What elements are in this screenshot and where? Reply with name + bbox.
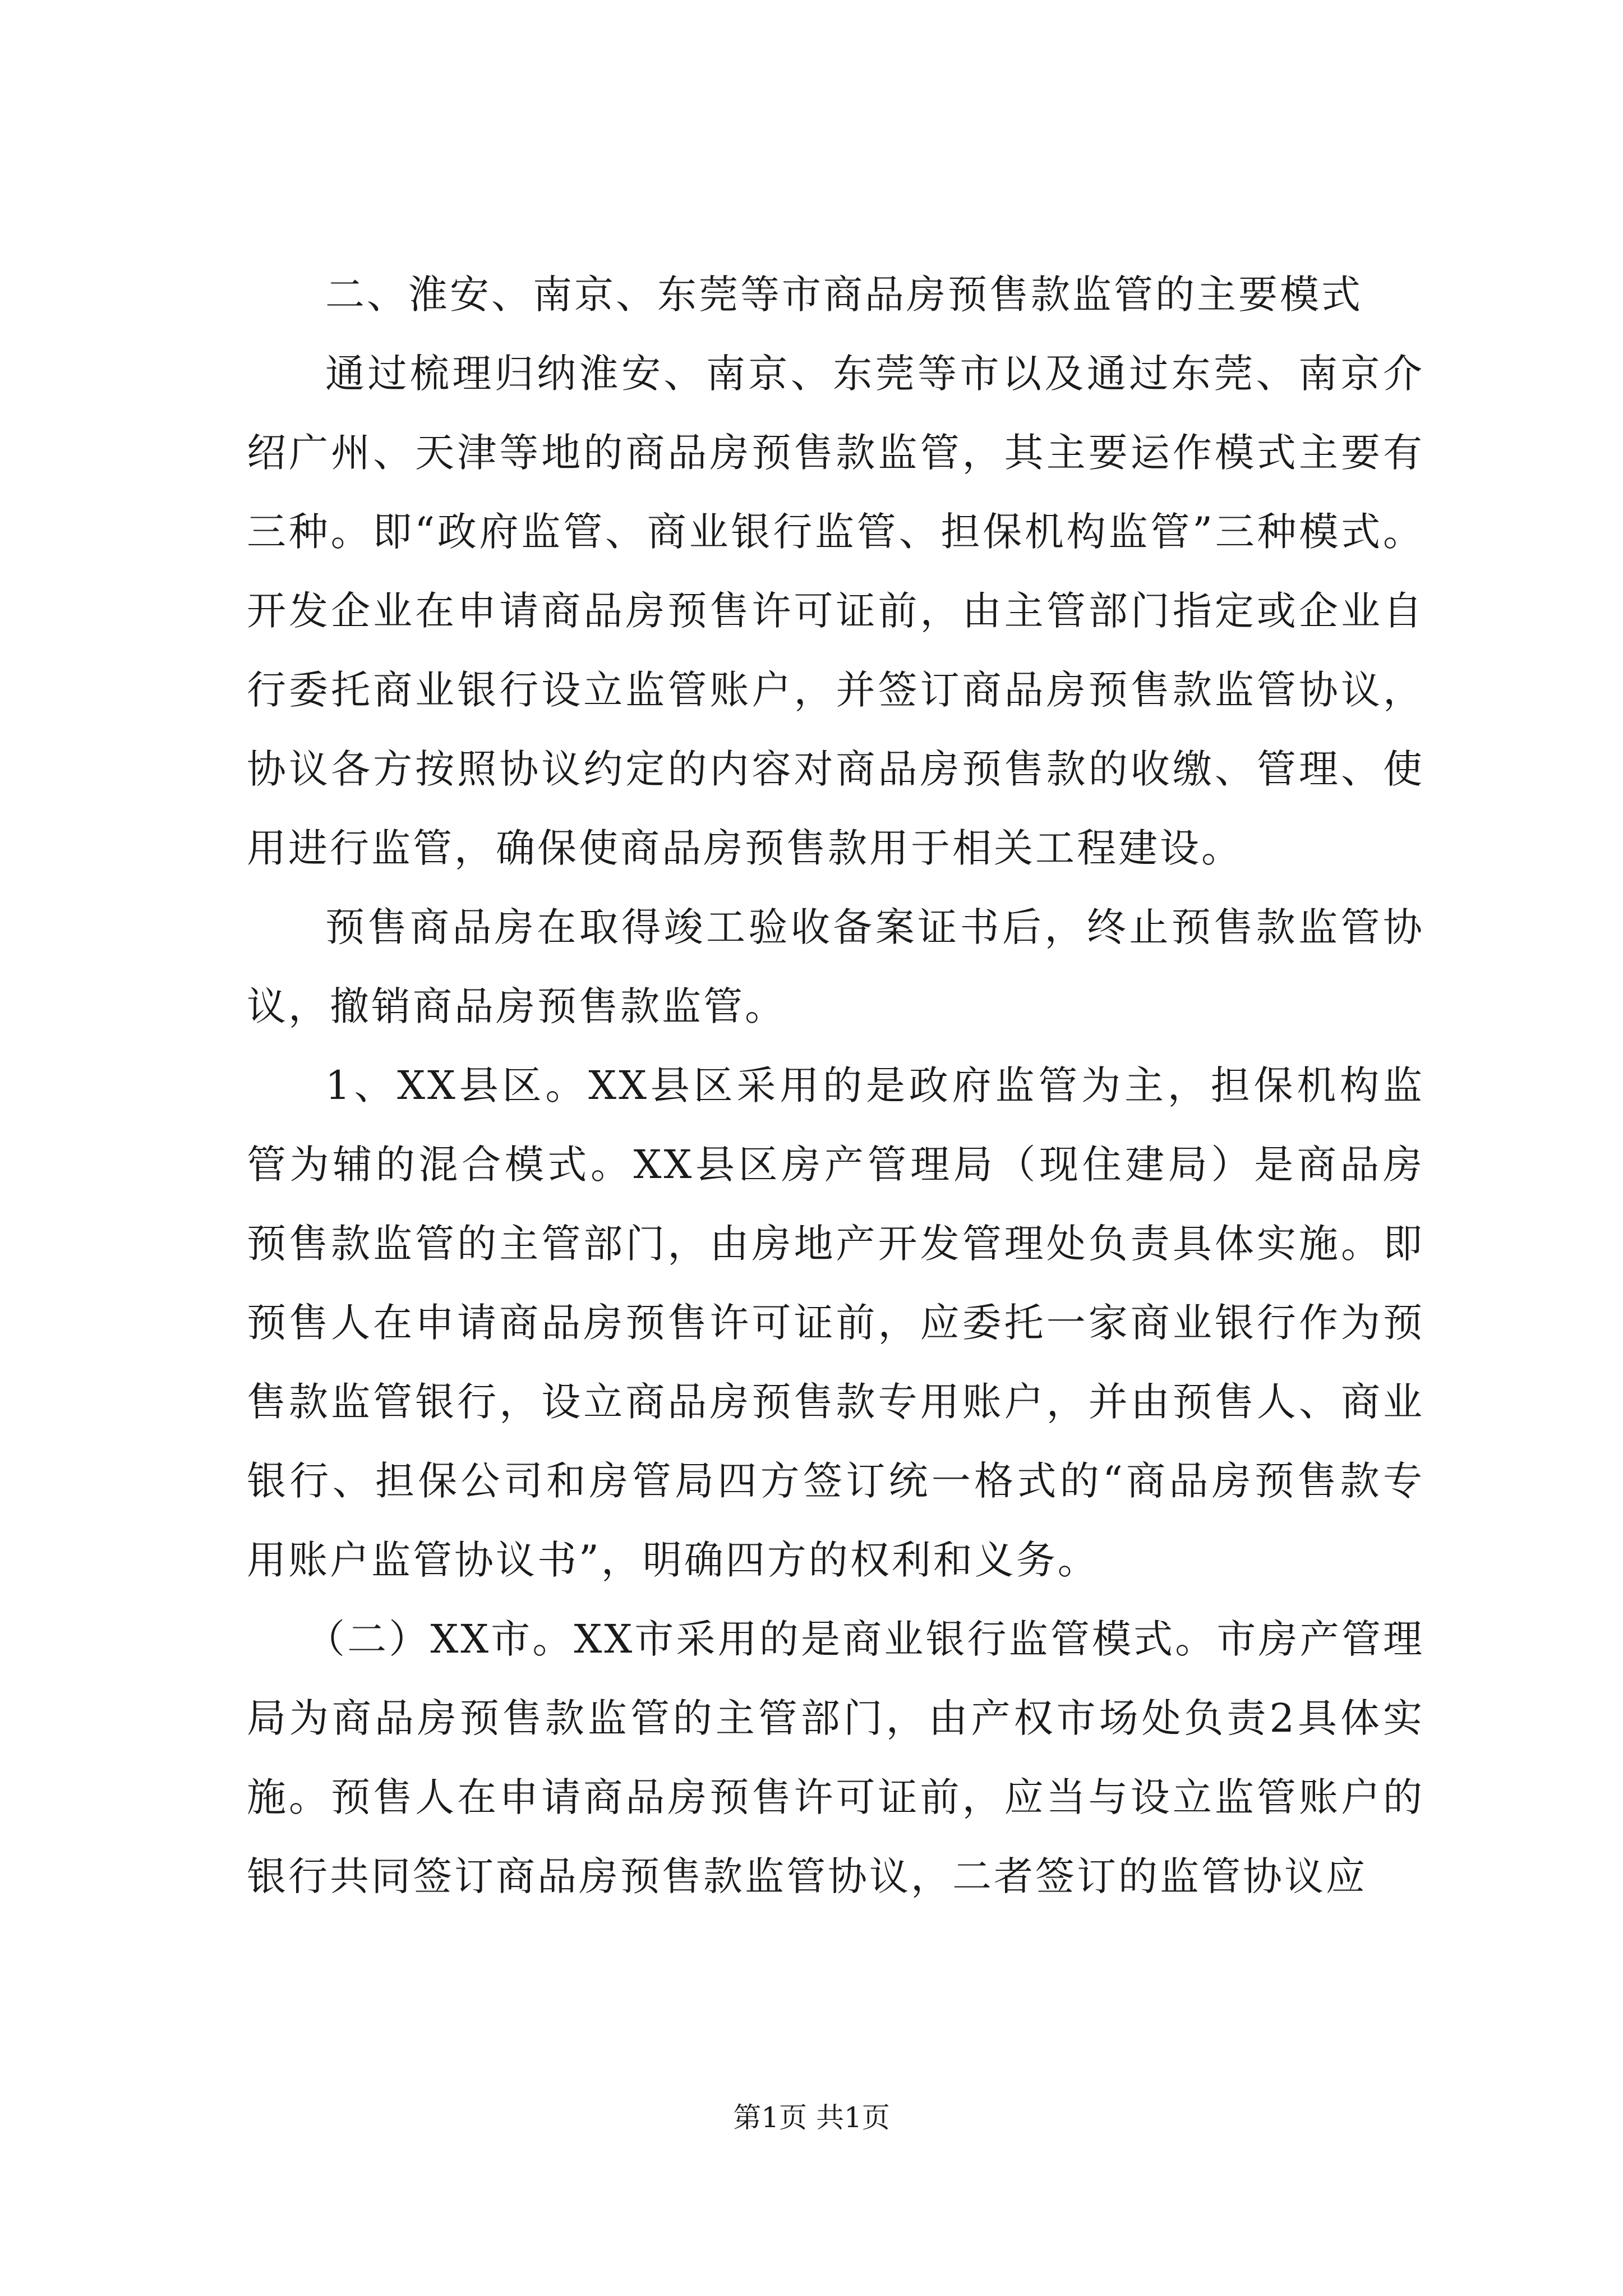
paragraph-overview: 通过梳理归纳淮安、南京、东莞等市以及通过东莞、南京介绍广州、天津等地的商品房预售款监管，其主要运作模式主要有三种。即“政府监管、商业银行监管、担保机构监管”三种模式。开发企业在申请商品房预售许可证前，由主管部门指定或企业自行委托商业银行设立监管账户，并签订商品房预售款监管协议，协议各方按照协议约定的内容对商品房预售款的收缴、管理、使用进行监管，确保使商品房预售款用于相关工程建设。	[247, 351, 1424, 871]
paragraph-county-model: 1、XX县区。XX县区采用的是政府监管为主，担保机构监管为辅的混合模式。XX县区房产管理局（现住建局）是商品房预售款监管的主管部门，由房地产开发管理处负责具体实施。即预售人在申请商品房预售许可证前，应委托一家商业银行作为预售款监管银行，设立商品房预售款专用账户，并由预售人、商业银行、担保公司和房管局四方签订统一格式的“商品房预售款专用账户监管协议书”，明确四方的权利和义务。	[247, 1062, 1424, 1583]
page-footer: 第1页 共1页	[733, 2101, 890, 2134]
paragraph-city-model: （二）XX市。XX市采用的是商业银行监管模式。市房产管理局为商品房预售款监管的主管部门，由产权市场处负责2具体实施。预售人在申请商品房预售许可证前，应当与设立监管账户的银行共同签订商品房预售款监管协议，二者签订的监管协议应	[247, 1616, 1424, 1899]
document-body	[247, 255, 1424, 1916]
paragraph-termination: 预售商品房在取得竣工验收备案证书后，终止预售款监管协议，撤销商品房预售款监管。	[247, 904, 1424, 1029]
section-heading: 二、淮安、南京、东莞等市商品房预售款监管的主要模式	[325, 272, 1363, 318]
